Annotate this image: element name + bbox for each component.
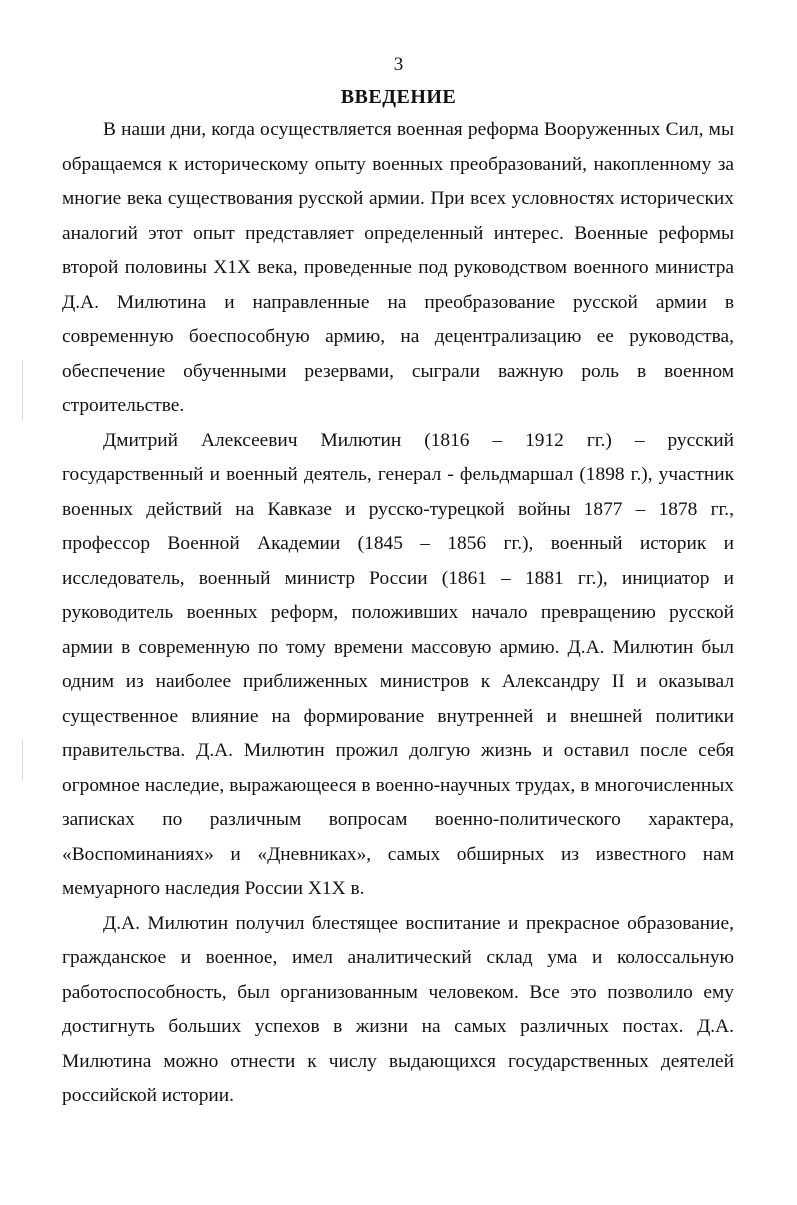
page-number: 3 bbox=[393, 54, 404, 75]
scan-artifact-line bbox=[22, 740, 23, 780]
document-body bbox=[62, 113, 734, 1114]
scan-artifact-line bbox=[22, 360, 23, 420]
page-title: ВВЕДЕНИЕ bbox=[340, 86, 457, 108]
paragraph-1: В наши дни, когда осуществляется военная реформа Вооруженных Сил, мы обращаемся к историческому опыту военных преобразований, накопленному за многие века существования русской армии. При всех условностях исторических аналогий этот опыт представляет определенный интерес. Военные реформы второй половины X1X века, проведенные под руководством военного министра Д.А. Милютина и направленные на преобразование русской армии в современную боеспособную армию, на децентрализацию ее руководства, обеспечение обученными резервами, сыграли важную роль в военном строительстве. bbox=[62, 119, 734, 416]
paragraph-2: Дмитрий Алексеевич Милютин (1816 – 1912 гг.) – русский государственный и военный деятель, генерал - фельдмаршал (1898 г.), участник военных действий на Кавказе и русско-турецкой войны 1877 – 1878 гг., профессор Военной Академии (1845 – 1856 гг.), военный историк и исследователь, военный министр России (1861 – 1881 гг.), инициатор и руководитель военных реформ, положивших начало превращению русской армии в современную по тому времени массовую армию. Д.А. Милютин был одним из наиболее приближенных министров к Александру II и оказывал существенное влияние на формирование внутренней и внешней политики правительства. Д.А. Милютин прожил долгую жизнь и оставил после себя огромное наследие, выражающееся в военно-научных трудах, в многочисленных записках по различным вопросам военно-политического характера, «Воспоминаниях» и «Дневниках», самых обширных из известного нам мемуарного наследия России X1X в. bbox=[62, 429, 734, 899]
paragraph-3: Д.А. Милютин получил блестящее воспитание и прекрасное образование, гражданское и военное, имел аналитический склад ума и колоссальную работоспособность, был организованным человеком. Все это позволило ему достигнуть больших успехов в жизни на самых различных постах. Д.А. Милютина можно отнести к числу выдающихся государственных деятелей российской истории. bbox=[62, 912, 734, 1106]
